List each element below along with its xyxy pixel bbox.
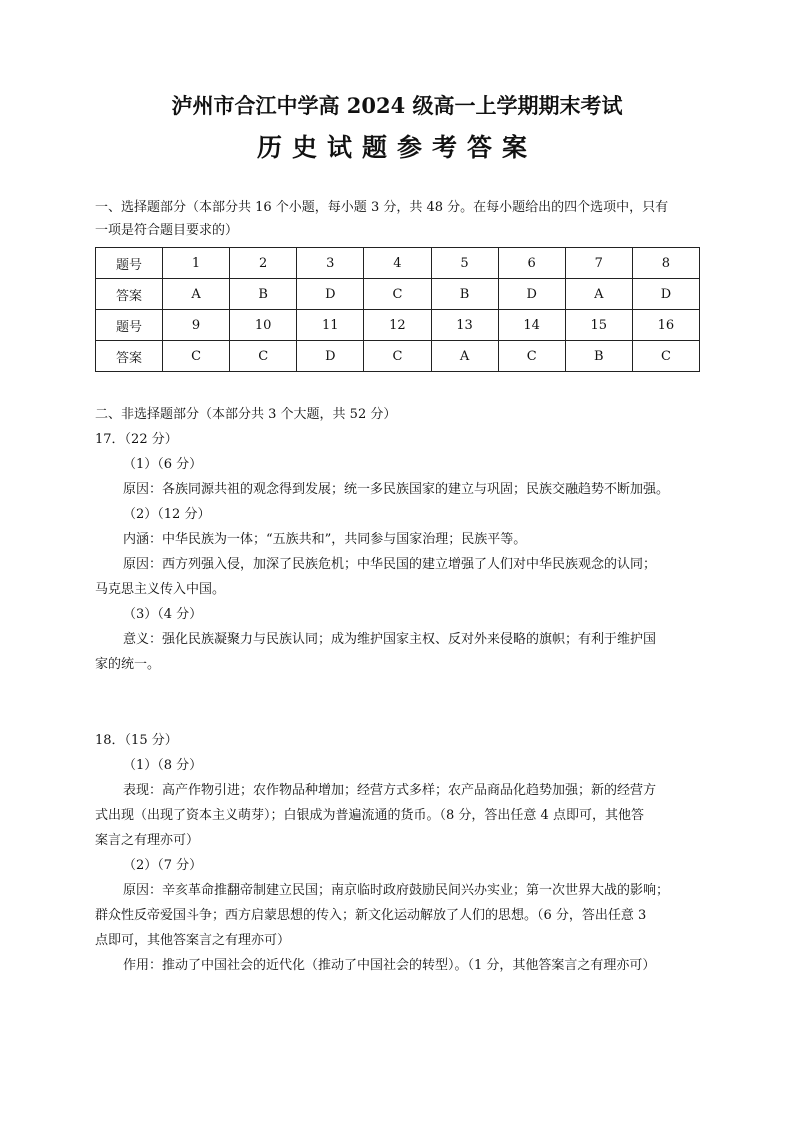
- question-number: 10: [230, 310, 297, 341]
- section1-heading-line2: 一项是符合题目要求的）: [95, 223, 239, 238]
- answer-cell: D: [498, 279, 565, 310]
- answer-cell: C: [230, 341, 297, 372]
- answer-cell: B: [230, 279, 297, 310]
- question-number: 7: [565, 248, 632, 279]
- school-exam-title: 泸州市合江中学高 2024 级高一上学期期末考试: [171, 93, 623, 118]
- question-number: 4: [364, 248, 431, 279]
- q17-part2-text2b: 马克思主义传入中国。: [95, 582, 226, 597]
- table-row-numbers-1: [96, 248, 700, 279]
- answer-cell: D: [297, 341, 364, 372]
- question-number: 11: [297, 310, 364, 341]
- q17-part1-text: 原因：各族同源共祖的观念得到发展；统一多民族国家的建立与巩固；民族交融趋势不断加强。: [123, 482, 670, 497]
- q17-part2-text2a: 原因：西方列强入侵，加深了民族危机；中华民国的建立增强了人们对中华民族观念的认同；: [123, 557, 657, 572]
- row-label-question: 题号: [96, 310, 163, 341]
- question-number: 3: [297, 248, 364, 279]
- question-number: 2: [230, 248, 297, 279]
- q17-part1-title: （1）（6 分）: [123, 457, 203, 472]
- answer-cell: B: [431, 279, 498, 310]
- answer-cell: B: [565, 341, 632, 372]
- answer-cell: C: [364, 341, 431, 372]
- question-number: 15: [565, 310, 632, 341]
- answer-cell: D: [632, 279, 699, 310]
- q17-title: 17．（22 分）: [95, 432, 178, 447]
- question-number: 14: [498, 310, 565, 341]
- q17-part3-text-a: 意义：强化民族凝聚力与民族认同；成为维护国家主权、反对外来侵略的旗帜；有利于维护国: [123, 632, 657, 647]
- q17-part2-title: （2）（12 分）: [123, 507, 211, 522]
- answer-cell: C: [632, 341, 699, 372]
- answer-cell: A: [163, 279, 230, 310]
- answer-cell: A: [431, 341, 498, 372]
- question-number: 1: [163, 248, 230, 279]
- question-number: 13: [431, 310, 498, 341]
- question-number: 9: [163, 310, 230, 341]
- q18-part1-text-b: 式出现（出现了资本主义萌芽）；白银成为普遍流通的货币。（8 分，答出任意 4 点即可，其他答: [95, 808, 644, 823]
- q18-title: 18．（15 分）: [95, 733, 178, 748]
- table-row-numbers-2: [96, 310, 700, 341]
- q18-part1-text-a: 表现：高产作物引进；农作物品种增加；经营方式多样；农产品商品化趋势加强；新的经营方: [123, 783, 657, 798]
- answer-cell: C: [364, 279, 431, 310]
- section2-heading: 二、非选择题部分（本部分共 3 个大题，共 52 分）: [95, 407, 397, 422]
- table-row-answers-1: [96, 279, 700, 310]
- row-label-question: 题号: [96, 248, 163, 279]
- row-label-answer: 答案: [96, 341, 163, 372]
- question-number: 12: [364, 310, 431, 341]
- answer-cell: C: [498, 341, 565, 372]
- answer-cell: A: [565, 279, 632, 310]
- question-number: 5: [431, 248, 498, 279]
- q17-part3-title: （3）（4 分）: [123, 607, 203, 622]
- q18-part2-text-c: 点即可，其他答案言之有理亦可）: [95, 933, 291, 948]
- q17-part3-text-b: 家的统一。: [95, 657, 161, 672]
- q18-part2-text-d: 作用：推动了中国社会的近代化（推动了中国社会的转型）。（1 分，其他答案言之有理亦可）: [123, 958, 656, 973]
- question-number: 8: [632, 248, 699, 279]
- question-number: 6: [498, 248, 565, 279]
- document-title: 历史试题参考答案: [256, 133, 537, 162]
- table-row-answers-2: [96, 341, 700, 372]
- answer-cell: C: [163, 341, 230, 372]
- question-number: 16: [632, 310, 699, 341]
- answer-cell: D: [297, 279, 364, 310]
- q18-part2-text-b: 群众性反帝爱国斗争；西方启蒙思想的传入；新文化运动解放了人们的思想。（6 分，答出任意 3: [95, 908, 647, 923]
- q18-part2-text-a: 原因：辛亥革命推翻帝制建立民国；南京临时政府鼓励民间兴办实业；第一次世界大战的影响；: [123, 883, 670, 898]
- q18-part1-text-c: 案言之有理亦可）: [95, 833, 200, 848]
- q18-part2-title: （2）（7 分）: [123, 858, 203, 873]
- row-label-answer: 答案: [96, 279, 163, 310]
- q18-part1-title: （1）（8 分）: [123, 758, 203, 773]
- answer-table: [95, 247, 700, 372]
- section1-heading-line1: 一、选择题部分（本部分共 16 个小题，每小题 3 分，共 48 分。在每小题给出的四个选项中，只有: [95, 200, 669, 215]
- q17-part2-text1: 内涵：中华民族为一体；“五族共和”，共同参与国家治理；民族平等。: [123, 532, 527, 547]
